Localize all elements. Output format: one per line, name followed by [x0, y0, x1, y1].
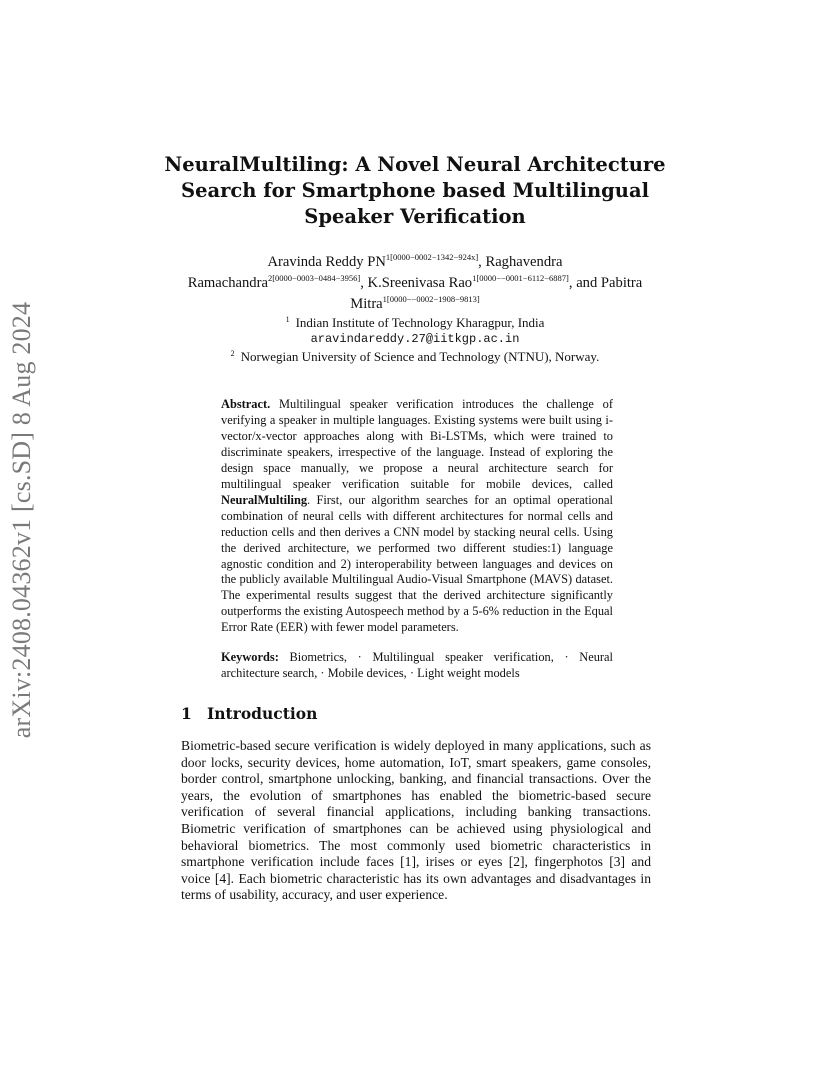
affiliation-1: [180, 314, 650, 331]
affiliation-2: [180, 348, 650, 365]
affiliations: [180, 314, 650, 365]
abstract: [221, 397, 613, 636]
author-name: Pabitra Mitra: [350, 275, 643, 312]
author-name: Aravinda Reddy PN: [267, 254, 386, 270]
affiliation-2-text: Norwegian University of Science and Technology (NTNU), Norway.: [240, 349, 600, 364]
abstract-label: Abstract.: [221, 397, 271, 411]
method-name: NeuralMultiling: [221, 492, 308, 507]
author-orcid: 2[0000−0003−0484−3956]: [267, 273, 361, 283]
author-separator: ,: [478, 254, 486, 270]
paper-title: NeuralMultiling: A Novel Neural Architecture Search for Smartphone based Multilingual Speaker Verification: [164, 153, 666, 228]
intro-paragraph: Biometric-based secure verification is widely deployed in many applications, such as door locks, security devices, home automation, IoT, smart speakers, game consoles, border control, smartphone unlocking, banking, and financial transactions. Over the years, the evolution of smartphones has enabled the biometric-based secure verification of several financial applications, including banking transactions. Biometric verification of smartphones can be achieved using physiological and behavioral biometrics. The most commonly used biometric characteristics in smartphone verification include faces [1], irises or eyes [2], fingerphotos [3] and voice [4]. Each biometric characteristic has its own advantages and disadvantages in terms of usability, accuracy, and user experience.: [181, 738, 651, 903]
author-list: [180, 252, 650, 315]
author-orcid: 1[0000−−0001−6112−6887]: [472, 273, 569, 283]
affiliation-1-text: Indian Institute of Technology Kharagpur, India: [295, 315, 545, 330]
arxiv-identifier: [4, 290, 40, 750]
author-email[interactable]: aravindareddy.27@iitkgp.ac.in: [310, 332, 520, 346]
affiliation-mark: 2: [230, 349, 235, 358]
section-number: 1: [181, 704, 192, 723]
author-name: Raghavendra Ramachandra: [187, 254, 563, 291]
section-heading: [181, 704, 317, 723]
abstract-text: Multilingual speaker verification introduces the challenge of verifying a speaker in multiple languages. Existing systems were built using i-vector/x-vector approaches along with Bi-LSTMs, which were trained to discriminate speakers, irrespective of the language. Instead of exploring the design space manually, we propose a neural architecture search for multilingual speaker verification suitable for mobile devices, called: [221, 397, 613, 491]
author-orcid: 1[0000−−0002−1908−9813]: [382, 294, 480, 304]
author-separator: ,: [360, 275, 368, 291]
keywords-text: Biometrics, · Multilingual speaker verification, · Neural architecture search, · Mobile devices, · Light weight models: [221, 650, 613, 680]
author-name: K.Sreenivasa Rao: [367, 275, 473, 291]
keywords-label: Keywords:: [221, 650, 279, 664]
keywords: [221, 650, 613, 682]
author-separator: , and: [568, 275, 601, 291]
abstract-text-cont: . First, our algorithm searches for an optimal operational combination of neural cells with different architectures for normal cells and reduction cells and then derives a CNN model by stacking neural cells. Using the derived architecture, we performed two different studies:1) language agnostic condition and 2) interoperability between languages and devices on the publicly available Multilingual Audio-Visual Smartphone (MAVS) dataset. The experimental results suggest that the derived architecture significantly outperforms the existing Autospeech method by a 5-6% reduction in the Equal Error Rate (EER) with fewer model parameters.: [221, 492, 613, 635]
affiliation-mark: 1: [285, 315, 290, 324]
section-title: Introduction: [207, 704, 318, 723]
arxiv-identifier-text: arXiv:2408.04362v1 [cs.SD] 8 Aug 2024: [7, 301, 36, 739]
author-orcid: 1[0000−0002−1342−924x]: [385, 252, 479, 262]
